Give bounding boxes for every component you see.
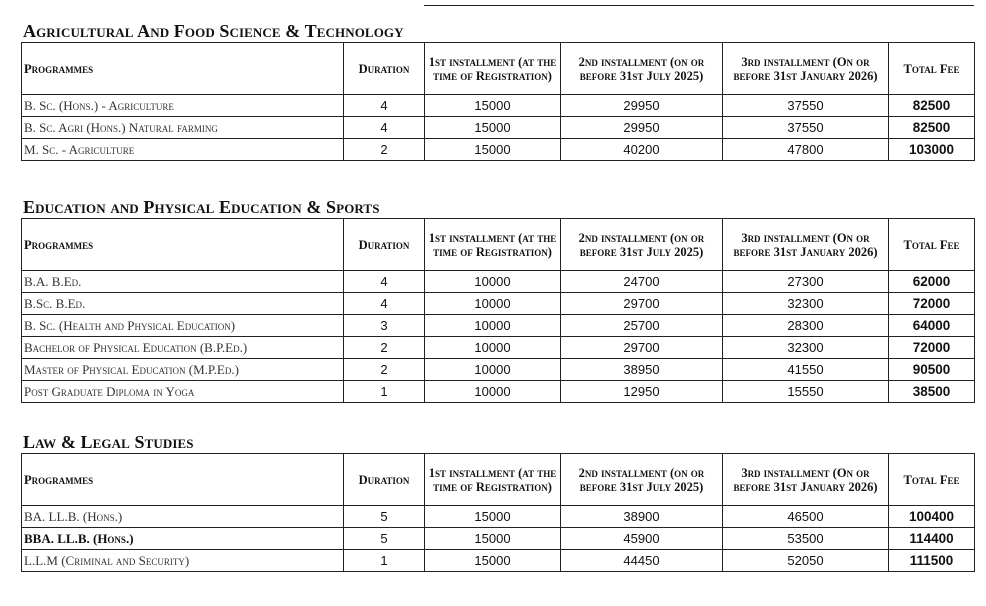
table-row — [22, 359, 975, 381]
header-installment-3: 3rd installment (On or before 31st January 2026) — [723, 219, 889, 271]
total-fee-value: 90500 — [889, 359, 975, 381]
total-fee-value: 103000 — [889, 139, 975, 161]
total-fee-value: 38500 — [889, 381, 975, 403]
table-row — [22, 506, 975, 528]
header-programmes: Programmes — [22, 454, 344, 506]
programme-name: M. Sc. - Agriculture — [22, 139, 344, 161]
installment-3-value: 32300 — [723, 293, 889, 315]
header-programmes: Programmes — [22, 219, 344, 271]
installment-3-value: 47800 — [723, 139, 889, 161]
installment-3-value: 37550 — [723, 117, 889, 139]
header-row — [22, 454, 975, 506]
top-rule — [424, 5, 974, 6]
installment-2-value: 12950 — [561, 381, 723, 403]
section-agriculture — [21, 20, 974, 161]
installment-2-value: 29950 — [561, 117, 723, 139]
header-installment-1: 1st installment (at the time of Registration) — [425, 454, 561, 506]
installment-2-value: 45900 — [561, 528, 723, 550]
duration-value: 4 — [344, 271, 425, 293]
header-duration: Duration — [344, 43, 425, 95]
section-title: Agricultural And Food Science & Technology — [23, 21, 404, 41]
table-row — [22, 95, 975, 117]
total-fee-value: 82500 — [889, 117, 975, 139]
installment-3-value: 53500 — [723, 528, 889, 550]
installment-2-value: 24700 — [561, 271, 723, 293]
installment-3-value: 15550 — [723, 381, 889, 403]
header-programmes: Programmes — [22, 43, 344, 95]
installment-2-value: 29700 — [561, 337, 723, 359]
installment-2-value: 29950 — [561, 95, 723, 117]
installment-1-value: 10000 — [425, 293, 561, 315]
programme-name: B. Sc. (Hons.) - Agriculture — [22, 95, 344, 117]
duration-value: 2 — [344, 139, 425, 161]
programme-name: B. Sc. Agri (Hons.) Natural farming — [22, 117, 344, 139]
table-row — [22, 271, 975, 293]
installment-2-value: 44450 — [561, 550, 723, 572]
total-fee-value: 111500 — [889, 550, 975, 572]
installment-2-value: 25700 — [561, 315, 723, 337]
fee-table — [21, 42, 975, 161]
header-duration: Duration — [344, 454, 425, 506]
header-total-fee: Total Fee — [889, 43, 975, 95]
installment-2-value: 40200 — [561, 139, 723, 161]
programme-name: Master of Physical Education (M.P.Ed.) — [22, 359, 344, 381]
total-fee-value: 72000 — [889, 337, 975, 359]
installment-3-value: 27300 — [723, 271, 889, 293]
duration-value: 4 — [344, 117, 425, 139]
header-installment-3: 3rd installment (On or before 31st January 2026) — [723, 454, 889, 506]
header-row — [22, 219, 975, 271]
fee-table — [21, 218, 975, 403]
programme-name: B.A. B.Ed. — [22, 271, 344, 293]
programme-name: B. Sc. (Health and Physical Education) — [22, 315, 344, 337]
installment-2-value: 38900 — [561, 506, 723, 528]
installment-3-value: 32300 — [723, 337, 889, 359]
header-installment-2: 2nd installment (on or before 31st July 2025) — [561, 43, 723, 95]
installment-1-value: 10000 — [425, 359, 561, 381]
duration-value: 4 — [344, 95, 425, 117]
header-total-fee: Total Fee — [889, 219, 975, 271]
total-fee-value: 114400 — [889, 528, 975, 550]
installment-1-value: 15000 — [425, 528, 561, 550]
installment-3-value: 28300 — [723, 315, 889, 337]
programme-name: BA. LL.B. (Hons.) — [22, 506, 344, 528]
duration-value: 2 — [344, 359, 425, 381]
header-installment-1: 1st installment (at the time of Registration) — [425, 43, 561, 95]
table-row — [22, 315, 975, 337]
header-duration: Duration — [344, 219, 425, 271]
table-row — [22, 550, 975, 572]
installment-1-value: 10000 — [425, 337, 561, 359]
installment-2-value: 29700 — [561, 293, 723, 315]
total-fee-value: 82500 — [889, 95, 975, 117]
header-installment-1: 1st installment (at the time of Registration) — [425, 219, 561, 271]
table-row — [22, 293, 975, 315]
installment-1-value: 15000 — [425, 95, 561, 117]
duration-value: 3 — [344, 315, 425, 337]
installment-1-value: 10000 — [425, 315, 561, 337]
duration-value: 5 — [344, 506, 425, 528]
duration-value: 4 — [344, 293, 425, 315]
duration-value: 5 — [344, 528, 425, 550]
section-education — [21, 196, 974, 403]
installment-2-value: 38950 — [561, 359, 723, 381]
table-row — [22, 117, 975, 139]
programme-name: L.L.M (Criminal and Security) — [22, 550, 344, 572]
section-title: Education and Physical Education & Sports — [23, 197, 380, 217]
installment-1-value: 15000 — [425, 506, 561, 528]
installment-1-value: 15000 — [425, 117, 561, 139]
total-fee-value: 100400 — [889, 506, 975, 528]
section-law — [21, 431, 974, 572]
total-fee-value: 62000 — [889, 271, 975, 293]
duration-value: 1 — [344, 550, 425, 572]
total-fee-value: 64000 — [889, 315, 975, 337]
installment-1-value: 10000 — [425, 271, 561, 293]
table-row — [22, 337, 975, 359]
header-installment-2: 2nd installment (on or before 31st July 2025) — [561, 454, 723, 506]
section-title: Law & Legal Studies — [23, 432, 194, 452]
programme-name: BBA. LL.B. (Hons.) — [22, 528, 344, 550]
programme-name: Post Graduate Diploma in Yoga — [22, 381, 344, 403]
fee-table — [21, 453, 975, 572]
duration-value: 2 — [344, 337, 425, 359]
header-installment-2: 2nd installment (on or before 31st July 2025) — [561, 219, 723, 271]
installment-3-value: 52050 — [723, 550, 889, 572]
installment-1-value: 10000 — [425, 381, 561, 403]
installment-3-value: 46500 — [723, 506, 889, 528]
installment-1-value: 15000 — [425, 139, 561, 161]
programme-name: B.Sc. B.Ed. — [22, 293, 344, 315]
total-fee-value: 72000 — [889, 293, 975, 315]
header-installment-3: 3rd installment (On or before 31st January 2026) — [723, 43, 889, 95]
header-row — [22, 43, 975, 95]
installment-1-value: 15000 — [425, 550, 561, 572]
programme-name: Bachelor of Physical Education (B.P.Ed.) — [22, 337, 344, 359]
installment-3-value: 37550 — [723, 95, 889, 117]
table-row — [22, 139, 975, 161]
header-total-fee: Total Fee — [889, 454, 975, 506]
table-row — [22, 381, 975, 403]
installment-3-value: 41550 — [723, 359, 889, 381]
duration-value: 1 — [344, 381, 425, 403]
table-row — [22, 528, 975, 550]
